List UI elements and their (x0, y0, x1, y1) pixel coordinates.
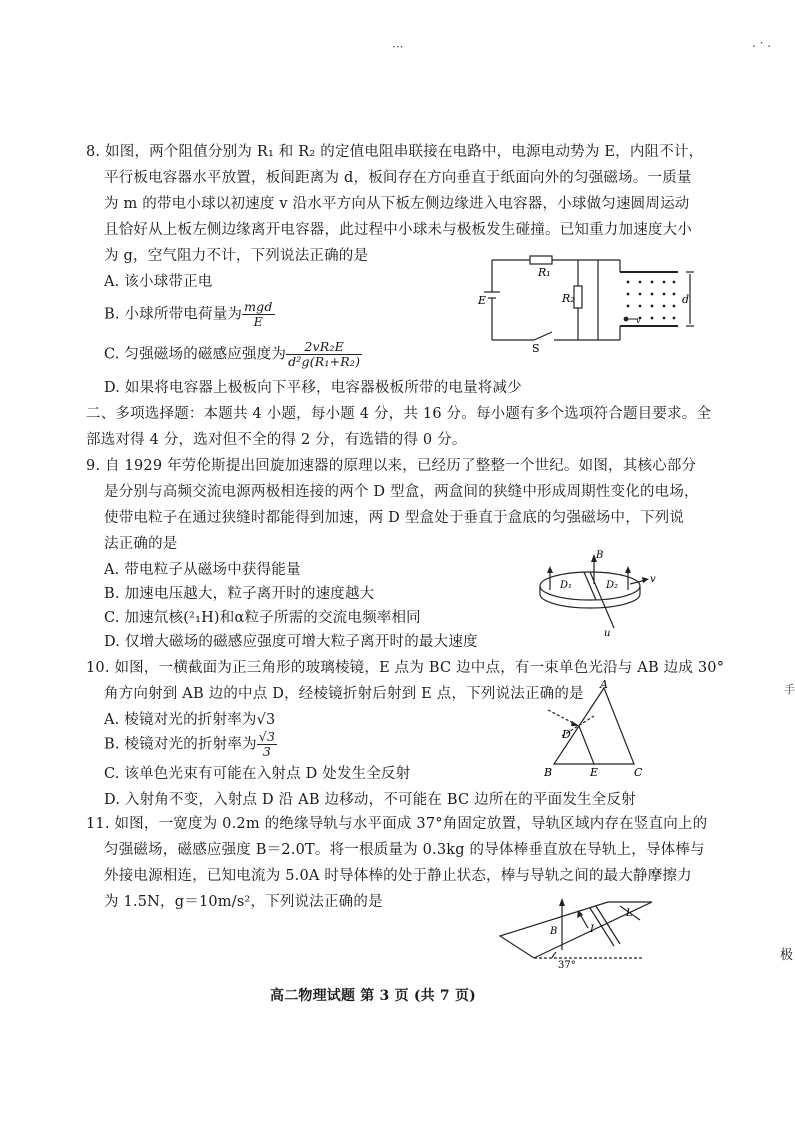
q8-circuit-figure (478, 254, 698, 354)
q9-option-b: B. 加速电压越大，粒子离开时的速度越大 (104, 586, 375, 602)
margin-char-2: 手 (784, 683, 795, 696)
q9-line2: 是分别与高频交流电源两极相连接的两个 D 型盒，两盒间的狭缝中形成周期性变化的电场， (104, 484, 699, 500)
q10-option-b-text: B. 棱镜对光的折射率为 (104, 736, 257, 753)
q10-line2: 角方向射到 AB 边的中点 D，经棱镜折射后射到 E 点，下列说法正确的是 (104, 686, 584, 702)
q8-option-c (104, 340, 362, 369)
q10-option-b-denominator: 3 (262, 744, 272, 759)
q9-line3: 使带电粒子在通过狭缝时都能得到加速，两 D 型盒处于垂直于盒底的匀强磁场中，下列说 (104, 510, 685, 526)
q8-option-c-denominator: d²g(R₁+R₂) (288, 354, 361, 369)
q11-label-angle: 37° (558, 960, 576, 971)
q8-label-r2: R₂ (562, 292, 575, 305)
q11-line1: 11. 如图，一宽度为 0.2m 的绝缘导轨与水平面成 37°角固定放置，导轨区域内存在竖直向上的 (86, 816, 708, 832)
q8-line4: 且恰好从上板左侧边缘离开电容器，此过程中小球未与极板发生碰撞。已知重力加速度大小 (104, 222, 692, 238)
q11-label-l: L (626, 908, 633, 919)
q8-option-b-numerator: mgd (244, 299, 273, 314)
q9-cyclotron-figure (530, 540, 690, 640)
q10-label-b: B (544, 766, 553, 779)
q11-line2: 匀强磁场，磁感应强度 B＝2.0T。将一根质量为 0.3kg 的导体棒垂直放在导轨上，导体棒与 (104, 842, 705, 858)
q9-label-d2: D₂ (606, 580, 619, 591)
q10-option-b (104, 730, 277, 759)
q8-option-a: A. 该小球带正电 (104, 274, 213, 290)
q9-label-v: v (650, 574, 656, 585)
q8-label-r1: R₁ (538, 266, 551, 279)
q8-line1: 8. 如图，两个阻值分别为 R₁ 和 R₂ 的定值电阻串联接在电路中，电源电动势为 E，内阻不计， (86, 144, 704, 160)
q8-option-b-text: B. 小球所带电荷量为 (104, 306, 243, 323)
q8-option-c-numerator: 2vR₂E (286, 340, 362, 355)
page-footer: 高二物理试题 第 3 页 (共 7 页) (270, 988, 476, 1004)
q8-line2: 平行板电容器水平放置，板间距离为 d，板间存在方向垂直于纸面向外的匀强磁场。一质量 (104, 170, 692, 186)
q11-line3: 外接电源相连，已知电流为 5.0A 时导体棒的处于静止状态，棒与导轨之间的最大静摩擦力 (104, 868, 692, 884)
q8-option-c-text: C. 匀强磁场的磁感应强度为 (104, 346, 287, 363)
q10-line1: 10. 如图，一横截面为正三角形的玻璃棱镜，E 点为 BC 边中点，有一束单色光沿与 AB 边成 30° (86, 660, 725, 676)
q8-label-s: S (532, 342, 540, 355)
q8-option-b-denominator: E (253, 314, 263, 329)
q8-line5: 为 g，空气阻力不计，下列说法正确的是 (104, 248, 369, 264)
q9-label-u: u (604, 628, 611, 639)
q11-label-b: B (550, 926, 558, 937)
margin-char: 极 (780, 948, 794, 963)
q9-option-a: A. 带电粒子从磁场中获得能量 (104, 562, 301, 578)
q10-option-a: A. 棱镜对光的折射率为√3 (104, 712, 276, 728)
corner-marks: . · . (752, 36, 772, 50)
q10-label-c: C (634, 766, 643, 779)
q8-label-v: v (636, 316, 641, 325)
q10-label-e: E (590, 766, 599, 779)
q10-label-a: A (600, 678, 608, 691)
q8-label-e: E (478, 294, 487, 307)
q10-option-d: D. 入射角不变，入射点 D 沿 AB 边移动，不可能在 BC 边所在的平面发生全反射 (104, 792, 636, 808)
q9-option-d: D. 仅增大磁场的磁感应强度可增大粒子离开时的最大速度 (104, 634, 478, 650)
section2-line2: 部选对得 4 分，选对但不全的得 2 分，有选错的得 0 分。 (86, 432, 467, 448)
q9-label-b: B (596, 550, 604, 561)
q9-line4: 法正确的是 (104, 536, 178, 552)
q10-option-b-numerator: √3 (258, 729, 276, 744)
q10-prism-figure (532, 680, 652, 780)
q11-line4: 为 1.5N，g＝10m/s²，下列说法正确的是 (104, 894, 383, 910)
q8-label-d: d (682, 293, 690, 306)
q9-label-d1: D₁ (560, 580, 573, 591)
q11-rails-figure (494, 892, 664, 972)
q8-option-d: D. 如果将电容器上极板向下平移，电容器极板所带的电量将减少 (104, 380, 522, 396)
header-dots: ··· (392, 40, 404, 54)
section2-line1: 二、多项选择题：本题共 4 小题，每小题 4 分，共 16 分。每小题有多个选项符合题目要求。全 (86, 406, 712, 422)
q10-option-c: C. 该单色光束有可能在入射点 D 处发生全反射 (104, 766, 411, 782)
q10-label-d: D (562, 728, 571, 741)
q8-option-c-fraction (286, 340, 362, 369)
q8-option-b (104, 300, 275, 329)
q10-option-b-fraction (257, 730, 277, 759)
q8-magnetic-field-dots (624, 281, 676, 322)
q11-label-i: I (590, 924, 594, 935)
q8-line3: 为 m 的带电小球以初速度 v 沿水平方向从下板左侧边缘进入电容器，小球做匀速圆周运动 (104, 196, 690, 212)
q8-option-b-fraction (242, 300, 274, 329)
q9-line1: 9. 自 1929 年劳伦斯提出回旋加速器的原理以来，已经历了整整一个世纪。如图，其核心部分 (86, 458, 697, 474)
q9-option-c: C. 加速氘核(²₁H)和α粒子所需的交流电频率相同 (104, 610, 421, 626)
